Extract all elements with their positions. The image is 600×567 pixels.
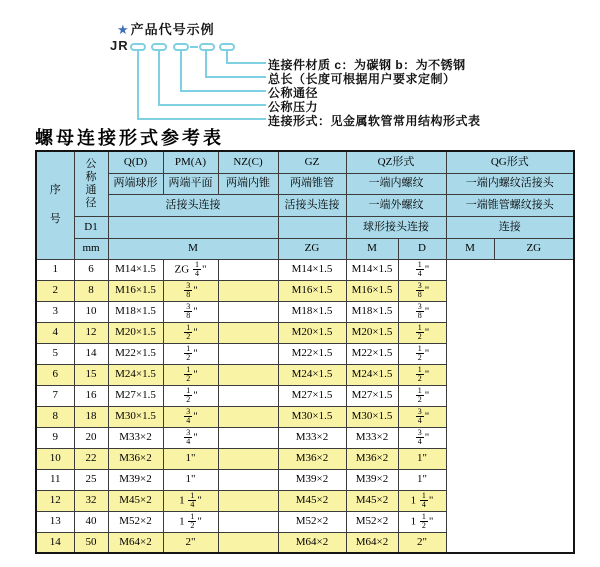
diagram-label-connection: 连接形式：见金属软管常用结构形式表 [268, 114, 481, 128]
table-cell: M14×1.5 [278, 259, 346, 280]
table-cell: 2 [36, 280, 74, 301]
table-cell: M24×1.5 [108, 364, 163, 385]
table-cell [218, 406, 278, 427]
table-cell: M30×1.5 [278, 406, 346, 427]
product-code-prefix: JR [110, 38, 129, 53]
table-cell: M14×1.5 [346, 259, 398, 280]
fraction: $\frac{3}{8}$ [186, 280, 191, 299]
table-cell: M36×2 [346, 448, 398, 469]
code-box-5 [219, 43, 235, 51]
table-row [36, 406, 574, 427]
code-box-4 [199, 43, 215, 51]
table-cell: M14×1.5 [108, 259, 163, 280]
fraction: $\frac{3}{8}$ [186, 301, 191, 320]
table-cell: M20×1.5 [346, 322, 398, 343]
table-cell: M24×1.5 [278, 364, 346, 385]
table-cell: M16×1.5 [278, 280, 346, 301]
table-cell: 13 [36, 511, 74, 532]
table-cell: $\frac{1}{2}$ " [398, 343, 446, 364]
fraction: $\frac{1}{2}$ [417, 343, 422, 362]
connector-line [158, 51, 160, 105]
table-cell: M39×2 [278, 469, 346, 490]
table-cell: $\frac{1}{2}$ " [163, 343, 218, 364]
connector-line [137, 51, 139, 119]
table-cell [218, 364, 278, 385]
table-cell [218, 469, 278, 490]
table-cell: 1" [398, 469, 446, 490]
header-qz: QZ形式 [346, 151, 446, 173]
table-cell: M18×1.5 [108, 301, 163, 322]
diagram-label-length: 总长（长度可根据用户要求定制） [268, 72, 456, 86]
table-cell: 14 [74, 343, 108, 364]
table-cell: 50 [74, 532, 108, 553]
header-pm-sub: 两端平面 [163, 173, 218, 194]
header-qz-sub1: 一端内螺纹 [346, 173, 446, 194]
table-cell: ZG $\frac{1}{4}$ " [163, 259, 218, 280]
table-cell: M36×2 [108, 448, 163, 469]
table-cell: 1" [163, 469, 218, 490]
fraction: $\frac{1}{2}$ [417, 322, 422, 341]
table-cell [218, 427, 278, 448]
table-cell [218, 448, 278, 469]
table-cell: M20×1.5 [108, 322, 163, 343]
diagram-title-text: 产品代号示例 [130, 22, 215, 37]
table-cell: 10 [36, 448, 74, 469]
fraction: $\frac{3}{4}$ [417, 406, 422, 425]
header-empty-gz [278, 216, 346, 238]
table-row [36, 469, 574, 490]
fraction: $\frac{1}{2}$ [190, 511, 195, 530]
table-cell: 12 [74, 322, 108, 343]
header-dn-text: 公 称 通 径 [85, 157, 97, 209]
table-cell: $\frac{3}{8}$ " [163, 280, 218, 301]
connector-line [180, 51, 182, 91]
table-cell: $\frac{1}{2}$ " [398, 364, 446, 385]
table-cell: $\frac{3}{4}$ " [163, 406, 218, 427]
table-cell: 1 $\frac{1}{4}$ " [163, 490, 218, 511]
code-box-3 [173, 43, 189, 51]
header-m2: M [346, 238, 398, 259]
table-cell: 11 [36, 469, 74, 490]
table-cell: 10 [74, 301, 108, 322]
fraction: $\frac{1}{4}$ [421, 490, 426, 509]
table-cell: M16×1.5 [108, 280, 163, 301]
connector-line [158, 104, 266, 106]
header-zg2: ZG [494, 238, 574, 259]
header-zg1: ZG [278, 238, 346, 259]
table-cell: 1" [398, 448, 446, 469]
fraction: $\frac{1}{4}$ [417, 259, 422, 278]
table-row [36, 511, 574, 532]
table-cell: M30×1.5 [108, 406, 163, 427]
table-cell: M24×1.5 [346, 364, 398, 385]
table-cell [218, 343, 278, 364]
header-m1: M [108, 238, 278, 259]
table-cell: 25 [74, 469, 108, 490]
header-nz-sub: 两端内锥 [218, 173, 278, 194]
fraction: $\frac{1}{2}$ [186, 343, 191, 362]
nut-connection-table [35, 150, 575, 554]
table-cell [218, 490, 278, 511]
table-cell: $\frac{3}{8}$ " [398, 280, 446, 301]
table-cell: 22 [74, 448, 108, 469]
table-cell: M27×1.5 [278, 385, 346, 406]
header-empty-left [108, 216, 278, 238]
header-pm: PM(A) [163, 151, 218, 173]
table-cell: $\frac{1}{2}$ " [398, 322, 446, 343]
table-cell: M39×2 [108, 469, 163, 490]
fraction: $\frac{1}{2}$ [186, 385, 191, 404]
table-cell [218, 511, 278, 532]
header-gz: GZ [278, 151, 346, 173]
table-cell: M52×2 [108, 511, 163, 532]
table-cell: 4 [36, 322, 74, 343]
table-cell: 9 [36, 427, 74, 448]
header-union-gz: 活接头连接 [278, 194, 346, 216]
table-cell: 20 [74, 427, 108, 448]
header-d: D [398, 238, 446, 259]
table-cell: M45×2 [108, 490, 163, 511]
table-row [36, 280, 574, 301]
table-cell: 2" [163, 532, 218, 553]
table-cell: M22×1.5 [346, 343, 398, 364]
header-qg: QG形式 [446, 151, 574, 173]
header-q: Q(D) [108, 151, 163, 173]
table-cell: $\frac{3}{4}$ " [398, 427, 446, 448]
table-cell: M22×1.5 [108, 343, 163, 364]
table-row [36, 343, 574, 364]
diagram-title [117, 19, 215, 38]
header-qg-sub1: 一端内螺纹活接头 [446, 173, 574, 194]
table-cell [218, 259, 278, 280]
fraction: $\frac{1}{2}$ [186, 364, 191, 383]
table-cell: M39×2 [346, 469, 398, 490]
table-cell: 7 [36, 385, 74, 406]
table-cell: 1 [36, 259, 74, 280]
table-cell: M18×1.5 [346, 301, 398, 322]
fraction: $\frac{3}{4}$ [417, 427, 422, 446]
table-cell: 15 [74, 364, 108, 385]
table-cell: $\frac{1}{2}$ " [163, 364, 218, 385]
table-cell [218, 532, 278, 553]
header-nz: NZ(C) [218, 151, 278, 173]
table-row [36, 364, 574, 385]
fraction: $\frac{1}{4}$ [190, 490, 195, 509]
table-cell: M27×1.5 [108, 385, 163, 406]
fraction: $\frac{1}{4}$ [194, 259, 199, 278]
table-cell: M36×2 [278, 448, 346, 469]
table-cell: 1 $\frac{1}{4}$ " [398, 490, 446, 511]
table-cell: $\frac{1}{4}$ " [398, 259, 446, 280]
header-q-sub: 两端球形 [108, 173, 163, 194]
table-cell: M64×2 [108, 532, 163, 553]
header-seq [36, 151, 74, 259]
table-cell: 18 [74, 406, 108, 427]
table-cell: 16 [74, 385, 108, 406]
table-cell: M64×2 [278, 532, 346, 553]
fraction: $\frac{3}{8}$ [417, 301, 422, 320]
table-cell: 3 [36, 301, 74, 322]
header-union-left: 活接头连接 [108, 194, 278, 216]
header-qz-sub3: 球形接头连接 [346, 216, 446, 238]
table-cell: M30×1.5 [346, 406, 398, 427]
connector-line [205, 76, 266, 78]
table-cell: 40 [74, 511, 108, 532]
table-row [36, 259, 574, 280]
table-cell: 32 [74, 490, 108, 511]
table-cell: M22×1.5 [278, 343, 346, 364]
header-qg-sub2: 一端锥管螺纹接头 [446, 194, 574, 216]
fraction: $\frac{1}{2}$ [417, 364, 422, 383]
table-cell [218, 301, 278, 322]
table-cell: $\frac{1}{2}$ " [163, 322, 218, 343]
table-cell: M52×2 [278, 511, 346, 532]
connector-line [137, 118, 266, 120]
table-cell: M64×2 [346, 532, 398, 553]
table-row [36, 448, 574, 469]
table-cell: M45×2 [346, 490, 398, 511]
fraction: $\frac{1}{2}$ [417, 385, 422, 404]
table-cell: $\frac{1}{2}$ " [163, 385, 218, 406]
table-row [36, 427, 574, 448]
table-cell: 6 [36, 364, 74, 385]
header-qz-sub2: 一端外螺纹 [346, 194, 446, 216]
code-box-1 [130, 43, 146, 51]
table-cell: 5 [36, 343, 74, 364]
connector-line [180, 90, 266, 92]
fraction: $\frac{3}{4}$ [186, 427, 191, 446]
diagram-label-pressure: 公称压力 [268, 100, 319, 114]
table-cell: $\frac{3}{8}$ " [398, 301, 446, 322]
table-cell: 6 [74, 259, 108, 280]
fraction: $\frac{1}{2}$ [186, 322, 191, 341]
header-dn [74, 151, 108, 216]
fraction: $\frac{3}{4}$ [186, 406, 191, 425]
table-row [36, 322, 574, 343]
table-cell: 12 [36, 490, 74, 511]
table-cell: 1" [163, 448, 218, 469]
table-cell: M52×2 [346, 511, 398, 532]
header-qg-sub3: 连接 [446, 216, 574, 238]
table-cell: M27×1.5 [346, 385, 398, 406]
table-cell: 8 [74, 280, 108, 301]
fraction: $\frac{1}{2}$ [421, 511, 426, 530]
header-mm: mm [74, 238, 108, 259]
table-cell: $\frac{3}{4}$ " [398, 406, 446, 427]
table-cell: 14 [36, 532, 74, 553]
table-body [36, 259, 574, 553]
connector-line [205, 51, 207, 77]
connector-line [226, 62, 266, 64]
table-cell: M20×1.5 [278, 322, 346, 343]
table-header [36, 151, 574, 259]
table-cell: M33×2 [346, 427, 398, 448]
header-seq-text: 序 号 [49, 184, 61, 226]
table-cell: M45×2 [278, 490, 346, 511]
table-cell: 8 [36, 406, 74, 427]
table-cell: M16×1.5 [346, 280, 398, 301]
table-title: 螺母连接形式参考表 [35, 128, 224, 149]
table-row [36, 532, 574, 553]
table-cell: 2" [398, 532, 446, 553]
table-cell: M33×2 [108, 427, 163, 448]
table-cell: M33×2 [278, 427, 346, 448]
fraction: $\frac{3}{8}$ [417, 280, 422, 299]
table-cell: M18×1.5 [278, 301, 346, 322]
code-dash [190, 46, 198, 48]
table-row [36, 301, 574, 322]
table-cell: 1 $\frac{1}{2}$ " [163, 511, 218, 532]
header-d1: D1 [74, 216, 108, 238]
table-cell [218, 280, 278, 301]
diagram-label-diameter: 公称通径 [268, 86, 319, 100]
diagram-label-material: 连接件材质 c：为碳钢 b：为不锈钢 [268, 58, 466, 72]
table-cell: $\frac{3}{8}$ " [163, 301, 218, 322]
header-gz-sub: 两端锥管 [278, 173, 346, 194]
table-cell: $\frac{1}{2}$ " [398, 385, 446, 406]
table-cell: $\frac{3}{4}$ " [163, 427, 218, 448]
table-row [36, 385, 574, 406]
table-cell [218, 385, 278, 406]
table-row [36, 490, 574, 511]
code-box-2 [151, 43, 167, 51]
star-icon: ★ [117, 22, 130, 37]
table-cell [218, 322, 278, 343]
header-m3: M [446, 238, 494, 259]
table-cell: 1 $\frac{1}{2}$ " [398, 511, 446, 532]
